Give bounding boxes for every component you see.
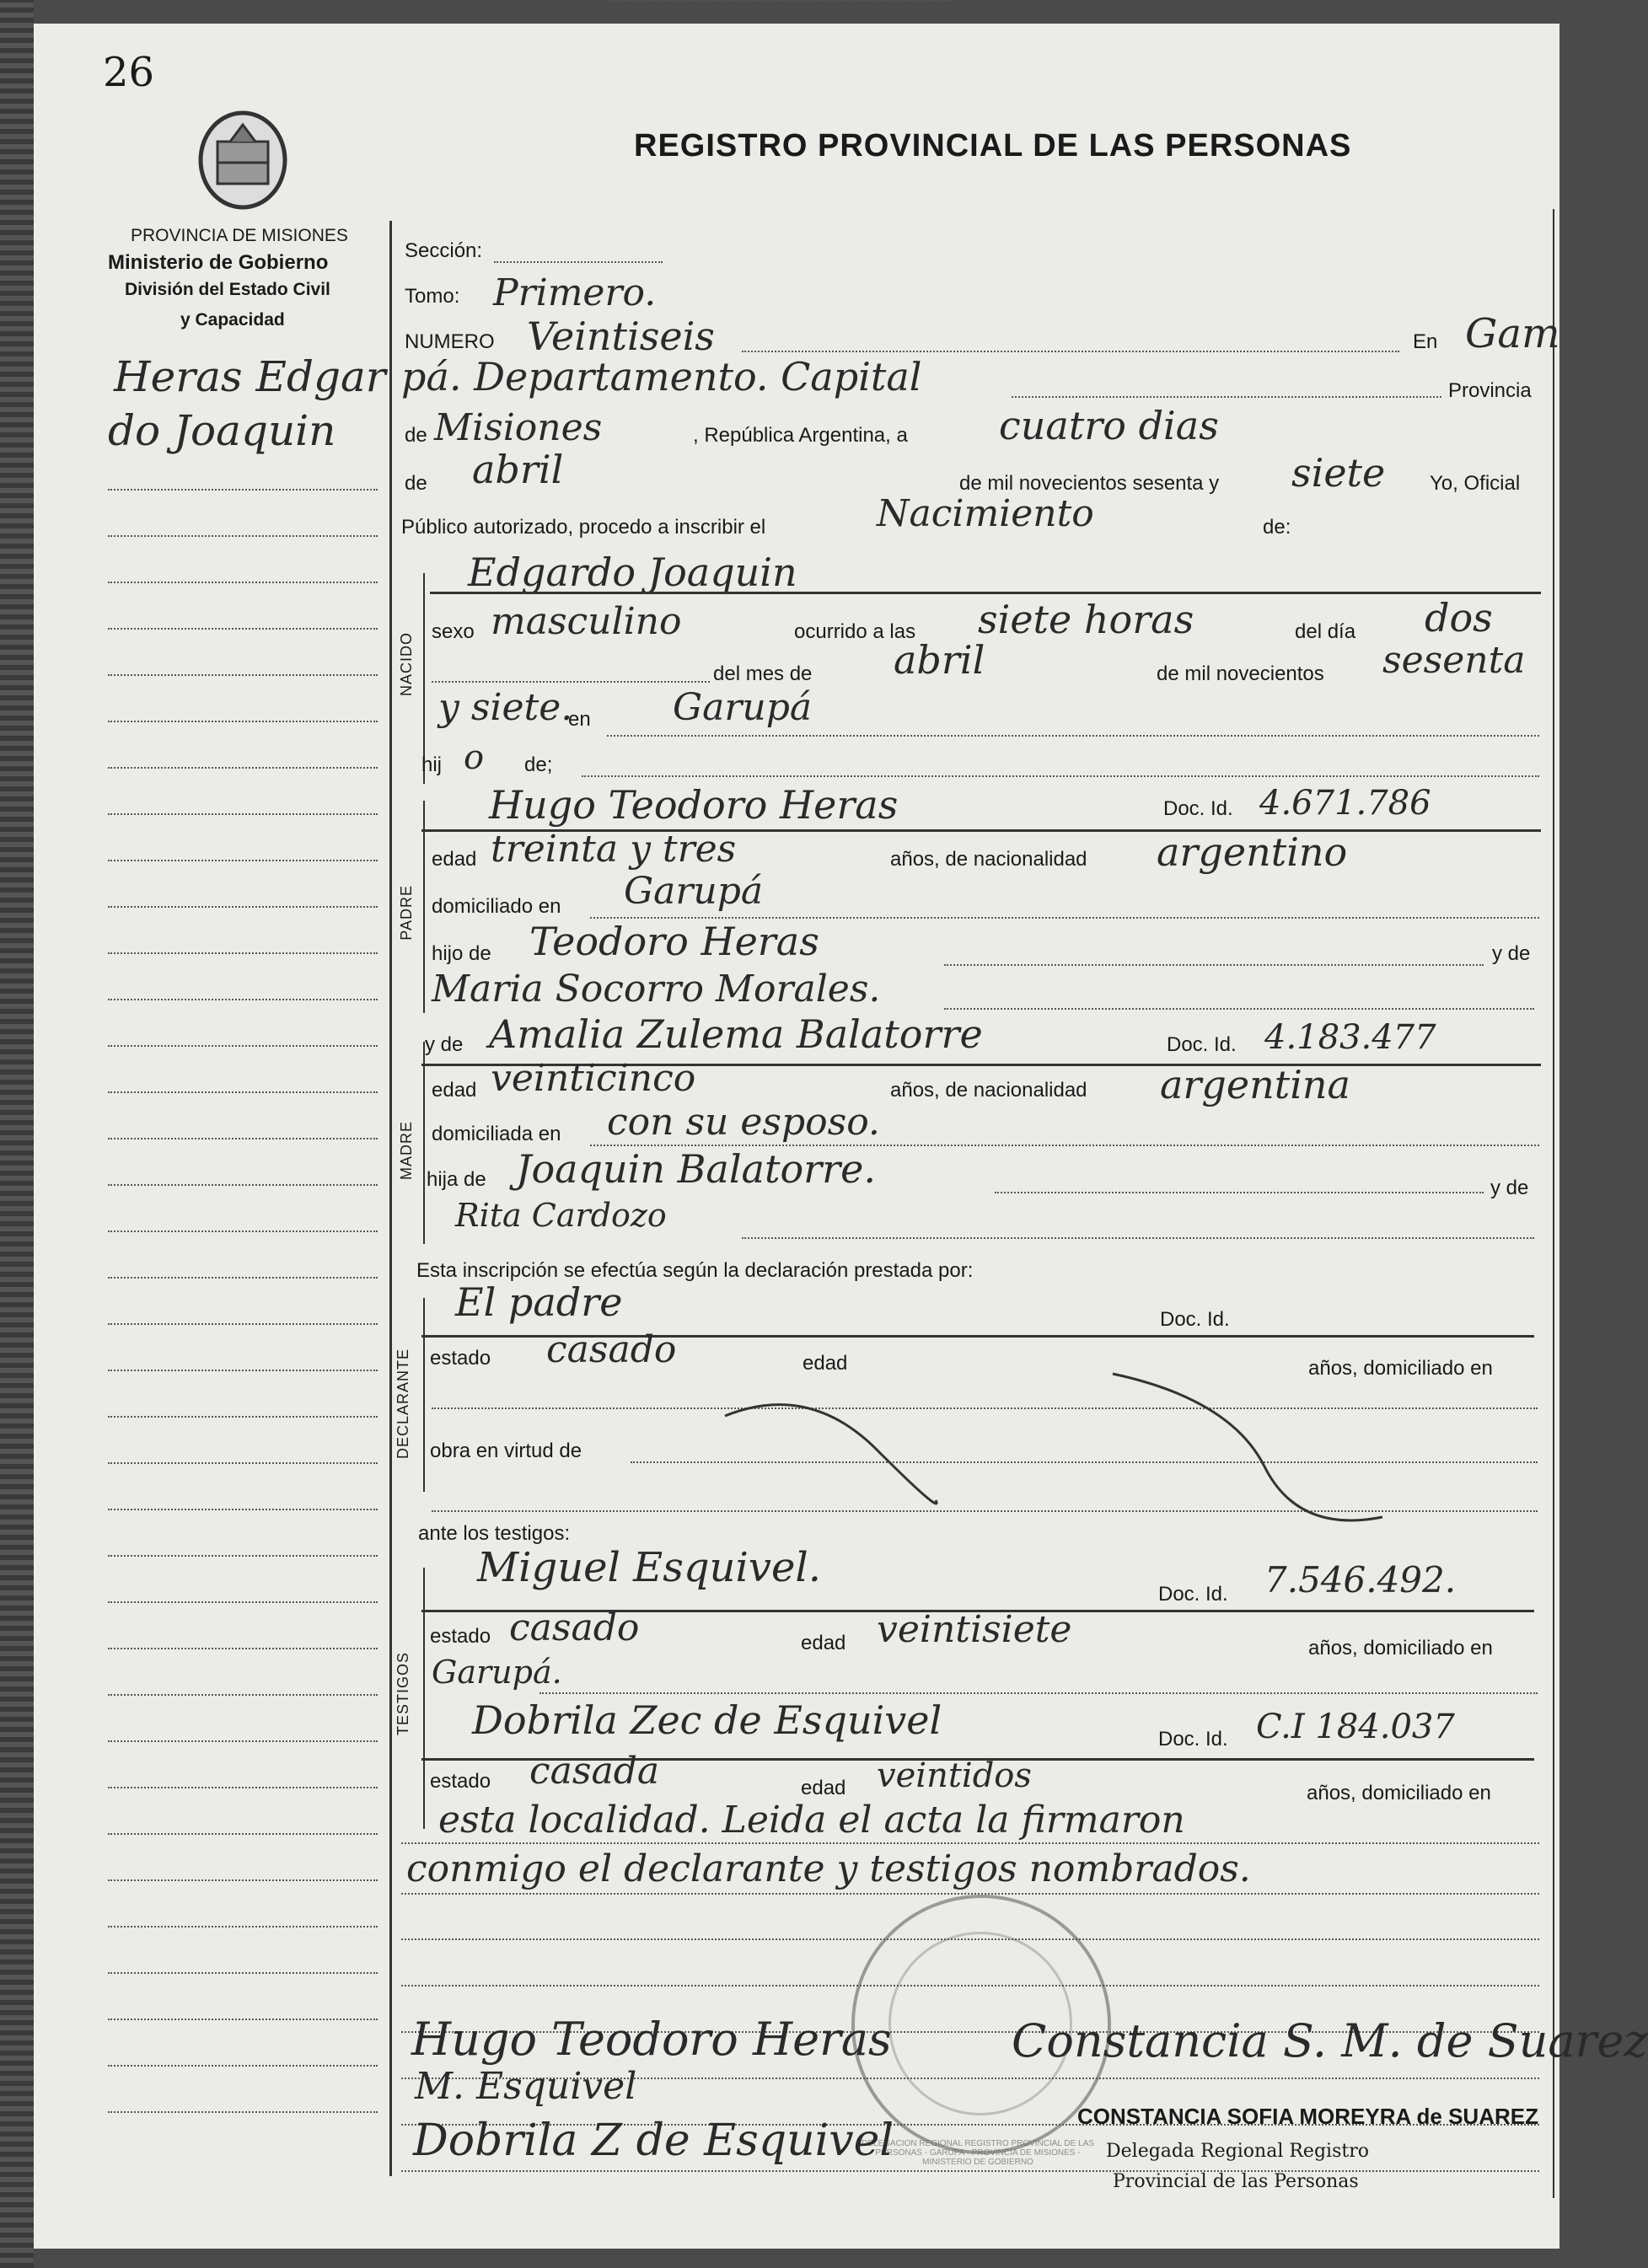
margin-divider [389, 221, 392, 2176]
page-number: 26 [103, 49, 155, 96]
margin-rule [108, 674, 378, 676]
horas-value: siete horas [978, 597, 1194, 642]
madre-doc-label: Doc. Id. [1167, 1033, 1237, 1056]
margin-rule [108, 1277, 378, 1279]
madre-doc-value: 4.183.477 [1264, 1018, 1436, 1057]
numero-value: Veintiseis [527, 314, 715, 359]
testigo1-doc-label: Doc. Id. [1158, 1583, 1228, 1606]
hija-de-line [995, 1192, 1484, 1193]
margin-rule [108, 628, 378, 630]
declarante-estado-label: estado [430, 1347, 491, 1370]
margin-rule [108, 2065, 378, 2067]
cancel-stroke-icon [708, 1365, 1399, 1534]
margin-rule [108, 1926, 378, 1928]
margin-note-line1: Heras Edgar [114, 352, 386, 401]
dia-nac-value: dos [1425, 595, 1493, 641]
testigo1-dom-line [539, 1692, 1538, 1694]
declarante-side-label: DECLARANTE [395, 1348, 411, 1460]
lugar-value: pá. Departamento. Capital [401, 354, 922, 399]
capacity-label: y Capacidad [180, 310, 285, 330]
padre-nombre-value: Hugo Teodoro Heras [489, 782, 899, 828]
del-mes-label: del mes de [713, 662, 813, 685]
anio-value: siete [1291, 450, 1386, 496]
madre-edad-value: veinticinco [491, 1057, 696, 1100]
province-label: PROVINCIA DE MISIONES [131, 226, 348, 245]
madre-hija-de2-line [742, 1237, 1534, 1239]
numero-line [742, 351, 1399, 352]
hij-line [582, 775, 1539, 777]
margin-rule [108, 1879, 378, 1881]
hija-de-label: hija de [427, 1168, 486, 1191]
margin-note-line2: do Joaquin [108, 406, 336, 455]
margin-rule [108, 1370, 378, 1371]
madre-side-label: MADRE [398, 1121, 415, 1181]
de-label: de [405, 424, 427, 447]
padre-edad-label: edad [432, 848, 477, 871]
cierre-linea-2: conmigo el declarante y testigos nombrados. [406, 1847, 1251, 1890]
madre-anos-label: años, de nacionalidad [890, 1079, 1087, 1102]
right-border [1553, 209, 1554, 2198]
de-semicolon-label: de; [524, 753, 553, 776]
sexo-label: sexo [432, 620, 475, 643]
mes-nac-value: abril [894, 637, 985, 683]
margin-rule [108, 1694, 378, 1696]
nombre-value: Edgardo Joaquin [468, 550, 797, 595]
madre-nombre-value: Amalia Zulema Balatorre [489, 1011, 983, 1057]
oficial-name: CONSTANCIA SOFIA MOREYRA de SUAREZ [1077, 2104, 1538, 2129]
declarante-bracket [423, 1298, 425, 1492]
margin-rule [108, 721, 378, 722]
seccion-line [494, 261, 663, 263]
hij-value: o [464, 738, 485, 777]
numero-label: NUMERO [405, 330, 495, 353]
testigo2-estado-label: estado [430, 1770, 491, 1793]
margin-rule [108, 999, 378, 1000]
padre-hijo-de2-value: Maria Socorro Morales. [432, 968, 881, 1011]
margin-rule [108, 1323, 378, 1325]
testigo1-estado-label: estado [430, 1625, 491, 1648]
seccion-label: Sección: [405, 239, 483, 262]
signature-oficial: Constancia S. M. de Suarez [1012, 2014, 1648, 2067]
padre-dom-label: domiciliado en [432, 895, 561, 918]
register-title: REGISTRO PROVINCIAL DE LAS PERSONAS [634, 128, 1352, 164]
margin-rule [108, 1972, 378, 1974]
nacido-side-label: NACIDO [398, 632, 415, 697]
margin-rule [108, 1138, 378, 1139]
de-mil-label: de mil novecientos sesenta y [959, 472, 1220, 495]
margin-rule [108, 1648, 378, 1649]
bottom-rule [401, 2170, 1539, 2172]
margin-rule [108, 1740, 378, 1742]
coat-of-arms-icon [192, 108, 293, 217]
testigo2-anos-label: años, domiciliado en [1307, 1782, 1491, 1804]
de-colon-label: de: [1263, 516, 1291, 539]
testigo2-edad-label: edad [801, 1777, 846, 1799]
margin-rule [108, 2111, 378, 2113]
margin-rule [108, 860, 378, 861]
lugar-line [1012, 396, 1441, 398]
testigo1-anos-label: años, domiciliado en [1308, 1637, 1493, 1659]
republica-label: , República Argentina, a [693, 424, 908, 447]
del-dia-label: del día [1295, 620, 1356, 643]
madre-bracket [423, 1042, 425, 1244]
declarante-value: El padre [455, 1279, 623, 1325]
en-value: Gam [1465, 310, 1560, 357]
margin-rule [108, 1509, 378, 1510]
provincia-value: Misiones [434, 406, 603, 449]
padre-y-de-label: y de [1492, 942, 1531, 965]
cierre-line-1 [401, 1842, 1539, 1844]
margin-rule [108, 767, 378, 769]
sexo-value: masculino [491, 600, 682, 643]
margin-rule [108, 813, 378, 815]
signature-padre: Hugo Teodoro Heras [411, 2013, 892, 2066]
yo-oficial-label: Yo, Oficial [1430, 472, 1521, 495]
lugar-nac-value: Garupá [673, 686, 813, 729]
padre-hijo-de2-line [944, 1008, 1534, 1010]
margin-rule [108, 952, 378, 954]
de-label-2: de [405, 472, 427, 495]
testigo1-nombre-value: Miguel Esquivel. [477, 1544, 821, 1591]
margin-rule [108, 1787, 378, 1788]
stamp-text: DELEGACION REGIONAL REGISTRO PROVINCIAL DE LAS PERSONAS - GARUPA - PROVINCIA DE MISIONES - MINISTERIO DE GOBIERNO [862, 2139, 1094, 2167]
blank-line-1 [432, 681, 710, 683]
madre-hija-de2-value: Rita Cardozo [455, 1197, 667, 1234]
hij-label: hij [421, 753, 443, 776]
signature-testigo1: M. Esquivel [415, 2065, 637, 2108]
padre-doc-label: Doc. Id. [1163, 797, 1233, 820]
testigo1-estado-value: casado [509, 1606, 640, 1649]
nombre-line [430, 592, 1541, 594]
testigo1-dom-value: Garupá. [432, 1654, 562, 1691]
signature-testigo2: Dobrila Z de Esquivel [413, 2115, 894, 2166]
testigos-bracket [423, 1568, 425, 1829]
margin-rule [108, 906, 378, 908]
fecha-dia-value: cuatro dias [999, 403, 1219, 448]
book-binding [0, 0, 34, 2268]
margin-rule [108, 1555, 378, 1557]
margin-rule [108, 1045, 378, 1047]
padre-side-label: PADRE [398, 885, 415, 941]
padre-dom-value: Garupá [624, 870, 764, 913]
madre-dom-value: con su esposo. [607, 1101, 880, 1144]
madre-dom-label: domiciliada en [432, 1123, 561, 1145]
testigos-side-label: TESTIGOS [395, 1652, 411, 1736]
testigo2-edad-value: veintidos [877, 1756, 1032, 1795]
margin-rule [108, 535, 378, 537]
padre-nac-value: argentino [1157, 829, 1348, 875]
margin-rule [108, 1833, 378, 1835]
padre-edad-value: treinta y tres [491, 828, 737, 871]
padre-hijo-de-value: Teodoro Heras [529, 919, 819, 964]
anio-nac-value-2: y siete. [438, 686, 573, 729]
nacido-bracket [423, 573, 425, 784]
testigo2-doc-label: Doc. Id. [1158, 1728, 1228, 1751]
hijo-de-label: hijo de [432, 942, 491, 965]
obra-label: obra en virtud de [430, 1440, 582, 1462]
madre-hija-de-value: Joaquin Balatorre. [516, 1146, 876, 1192]
testigo2-doc-value: C.I 184.037 [1256, 1708, 1455, 1746]
anio-nac-value: sesenta [1382, 639, 1526, 682]
declarante-estado-value: casado [546, 1328, 677, 1371]
margin-rule [108, 1091, 378, 1093]
acto-value: Nacimiento [877, 492, 1094, 535]
tomo-label: Tomo: [405, 285, 460, 308]
madre-y-de-2-label: y de [1490, 1177, 1529, 1199]
margin-rule [108, 489, 378, 491]
margin-rule [108, 1416, 378, 1418]
testigo1-doc-value: 7.546.492. [1264, 1559, 1457, 1600]
ocurrido-label: ocurrido a las [794, 620, 916, 643]
de-mil-nov-label: de mil novecientos [1157, 662, 1324, 685]
en-label: En [1413, 330, 1438, 353]
testigo2-estado-value: casada [529, 1750, 660, 1793]
declarante-doc-label: Doc. Id. [1160, 1308, 1230, 1331]
margin-rule [108, 1231, 378, 1232]
mes-line [607, 0, 953, 2]
division-label: División del Estado Civil [125, 280, 330, 299]
madre-edad-label: edad [432, 1079, 477, 1102]
provincia-label: Provincia [1448, 379, 1532, 402]
mes-value: abril [472, 447, 564, 492]
esta-inscripcion-label: Esta inscripción se efectúa según la declaración prestada por: [416, 1259, 974, 1282]
margin-rule [108, 1184, 378, 1186]
oficial-role-1: Delegada Regional Registro [1106, 2141, 1369, 2162]
publico-label: Público autorizado, procedo a inscribir el [401, 516, 766, 539]
margin-rule [108, 582, 378, 583]
testigo2-nombre-value: Dobrila Zec de Esquivel [472, 1697, 942, 1743]
margin-rule [108, 1462, 378, 1464]
hijo-de-line [944, 964, 1484, 966]
madre-nac-value: argentina [1160, 1062, 1350, 1107]
margin-rule [108, 1601, 378, 1603]
testigo1-edad-label: edad [801, 1632, 846, 1654]
ministry-label: Ministerio de Gobierno [108, 251, 329, 274]
ante-testigos-label: ante los testigos: [418, 1522, 571, 1545]
madre-y-de-label: y de [425, 1033, 464, 1056]
en-nac-label: en [568, 708, 591, 731]
declarante-anos-label: años, domiciliado en [1308, 1357, 1493, 1380]
margin-rule [108, 2019, 378, 2020]
lugar-nac-line [607, 735, 1539, 737]
cierre-linea-1: esta localidad. Leida el acta la firmaron [438, 1799, 1185, 1842]
declarante-edad-label: edad [803, 1352, 848, 1375]
padre-anos-label: años, de nacionalidad [890, 848, 1087, 871]
tomo-value: Primero. [493, 271, 657, 314]
testigo1-edad-value: veintisiete [877, 1608, 1072, 1651]
padre-doc-value: 4.671.786 [1259, 784, 1431, 823]
oficial-role-2: Provincial de las Personas [1113, 2171, 1359, 2192]
padre-bracket [423, 801, 425, 1013]
